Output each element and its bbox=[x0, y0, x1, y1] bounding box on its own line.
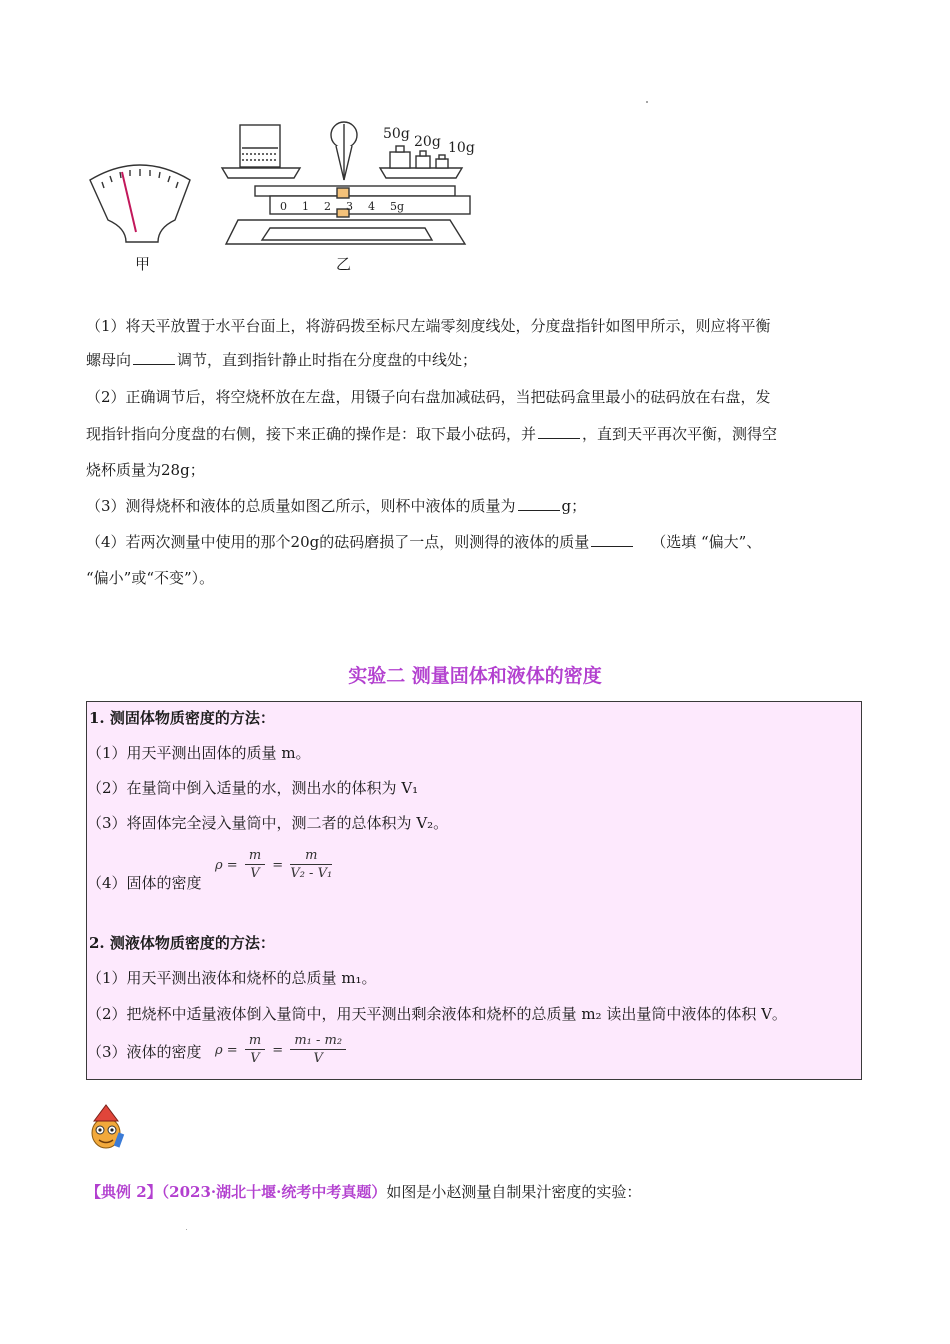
tick-label: 2 bbox=[324, 200, 331, 213]
question-4-cont bbox=[86, 568, 866, 588]
fraction-denominator: V bbox=[313, 1051, 323, 1066]
example-source: （2023·湖北十堰·统考中考真题） bbox=[161, 1183, 387, 1201]
section-title: 实验二 测量固体和液体的密度 bbox=[348, 665, 602, 687]
formula-equals: = bbox=[272, 858, 284, 873]
method-box bbox=[86, 701, 862, 1080]
solid-step: （3）将固体完全浸入量筒中，测二者的总体积为 V₂。 bbox=[87, 814, 449, 832]
question-4-line1b: （选填 “偏大”、 bbox=[651, 533, 762, 551]
formula-equals: = bbox=[272, 1043, 284, 1058]
tick-label: 3 bbox=[346, 200, 353, 213]
fraction bbox=[290, 848, 332, 883]
question-2-line1: （2）正确调节后，将空烧杯放在左盘，用镊子向右盘加减砝码，当把砝码盒里最小的砝码放在右盘，发 bbox=[86, 388, 771, 406]
fraction bbox=[290, 1033, 346, 1068]
fraction-numerator: m₁ - m₂ bbox=[290, 1033, 346, 1050]
weight-label-20g: 20g bbox=[414, 134, 441, 150]
liquid-step: （1）用天平测出液体和烧杯的总质量 m₁。 bbox=[87, 969, 377, 987]
fraction-numerator: m bbox=[245, 1033, 265, 1050]
example-tag: 【典例 2】 bbox=[86, 1183, 162, 1201]
question-2 bbox=[86, 387, 866, 407]
formula-lhs: ρ = bbox=[215, 1043, 238, 1058]
solid-heading: 1. 测固体物质密度的方法： bbox=[89, 709, 275, 727]
question-2-line3: 烧杯质量为28g； bbox=[86, 461, 205, 479]
tick-label: 0 bbox=[280, 200, 287, 213]
solid-density-formula bbox=[215, 848, 335, 883]
liquid-step: （3）液体的密度 bbox=[87, 1043, 202, 1061]
weight-label-10g: 10g bbox=[448, 140, 475, 156]
question-4-line1a: （4）若两次测量中使用的那个20g的砝码磨损了一点，则测得的液体的质量 bbox=[86, 533, 590, 551]
solid-step: （4）固体的密度 bbox=[87, 874, 202, 892]
liquid-density-formula bbox=[215, 1033, 349, 1068]
fraction-numerator: m bbox=[245, 848, 265, 865]
tick-label: 1 bbox=[302, 200, 309, 213]
tick-label: 4 bbox=[368, 200, 375, 213]
stray-dot bbox=[646, 101, 648, 103]
example-line bbox=[86, 1181, 641, 1202]
solid-step: （2）在量筒中倒入适量的水，测出水的体积为 V₁ bbox=[87, 779, 419, 797]
stray-dot bbox=[186, 1229, 187, 1230]
solid-step: （1）用天平测出固体的质量 m。 bbox=[87, 744, 311, 762]
fraction-denominator: V₂ - V₁ bbox=[290, 866, 333, 881]
question-1-cont bbox=[86, 350, 866, 370]
figure-label-yi: 乙 bbox=[336, 255, 352, 273]
fraction-numerator: m bbox=[290, 848, 332, 865]
question-1 bbox=[86, 316, 866, 336]
answer-blank[interactable] bbox=[133, 350, 175, 365]
fraction bbox=[245, 1033, 265, 1068]
question-1-line1: （1）将天平放置于水平台面上，将游码拨至标尺左端零刻度线处，分度盘指针如图甲所示，则应将平衡 bbox=[86, 317, 771, 335]
liquid-heading: 2. 测液体物质密度的方法： bbox=[89, 934, 275, 952]
question-1-line2a: 螺母向 bbox=[86, 351, 132, 369]
question-2-cont2 bbox=[86, 460, 866, 480]
question-1-line2b: 调节，直到指针静止时指在分度盘的中线处； bbox=[177, 351, 478, 369]
fraction bbox=[245, 848, 265, 883]
scale-dial-jia bbox=[90, 165, 190, 242]
formula-lhs: ρ = bbox=[215, 858, 238, 873]
figure-label-jia: 甲 bbox=[135, 255, 151, 273]
answer-blank[interactable] bbox=[591, 532, 633, 547]
question-3 bbox=[86, 496, 866, 516]
example-text: 如图是小赵测量自制果汁密度的实验： bbox=[386, 1183, 642, 1201]
question-2-cont bbox=[86, 424, 866, 444]
question-4-line2: “偏小”或“不变”）。 bbox=[86, 569, 215, 587]
pencil-mascot-icon-svg bbox=[86, 1103, 128, 1151]
fraction-denominator: V bbox=[250, 866, 260, 881]
liquid-step: （2）把烧杯中适量液体倒入量筒中，用天平测出剩余液体和烧杯的总质量 m₂ 读出量筒中液体的体积 V。 bbox=[87, 1005, 787, 1023]
figure-area bbox=[80, 110, 500, 280]
weight-label-50g: 50g bbox=[383, 126, 410, 142]
fraction-denominator: V bbox=[250, 1051, 260, 1066]
question-3-line1a: （3）测得烧杯和液体的总质量如图乙所示，则杯中液体的质量为 bbox=[86, 497, 516, 515]
answer-blank[interactable] bbox=[518, 496, 560, 511]
tick-label: 5g bbox=[390, 200, 405, 213]
question-2-line2b: ，直到天平再次平衡，测得空 bbox=[582, 425, 778, 443]
question-4 bbox=[86, 532, 866, 552]
question-2-line2a: 现指针指向分度盘的右侧，接下来正确的操作是：取下最小砝码，并 bbox=[86, 425, 537, 443]
question-3-line1b: g； bbox=[561, 497, 587, 515]
answer-blank[interactable] bbox=[538, 424, 580, 439]
pencil-mascot-icon bbox=[86, 1103, 128, 1151]
